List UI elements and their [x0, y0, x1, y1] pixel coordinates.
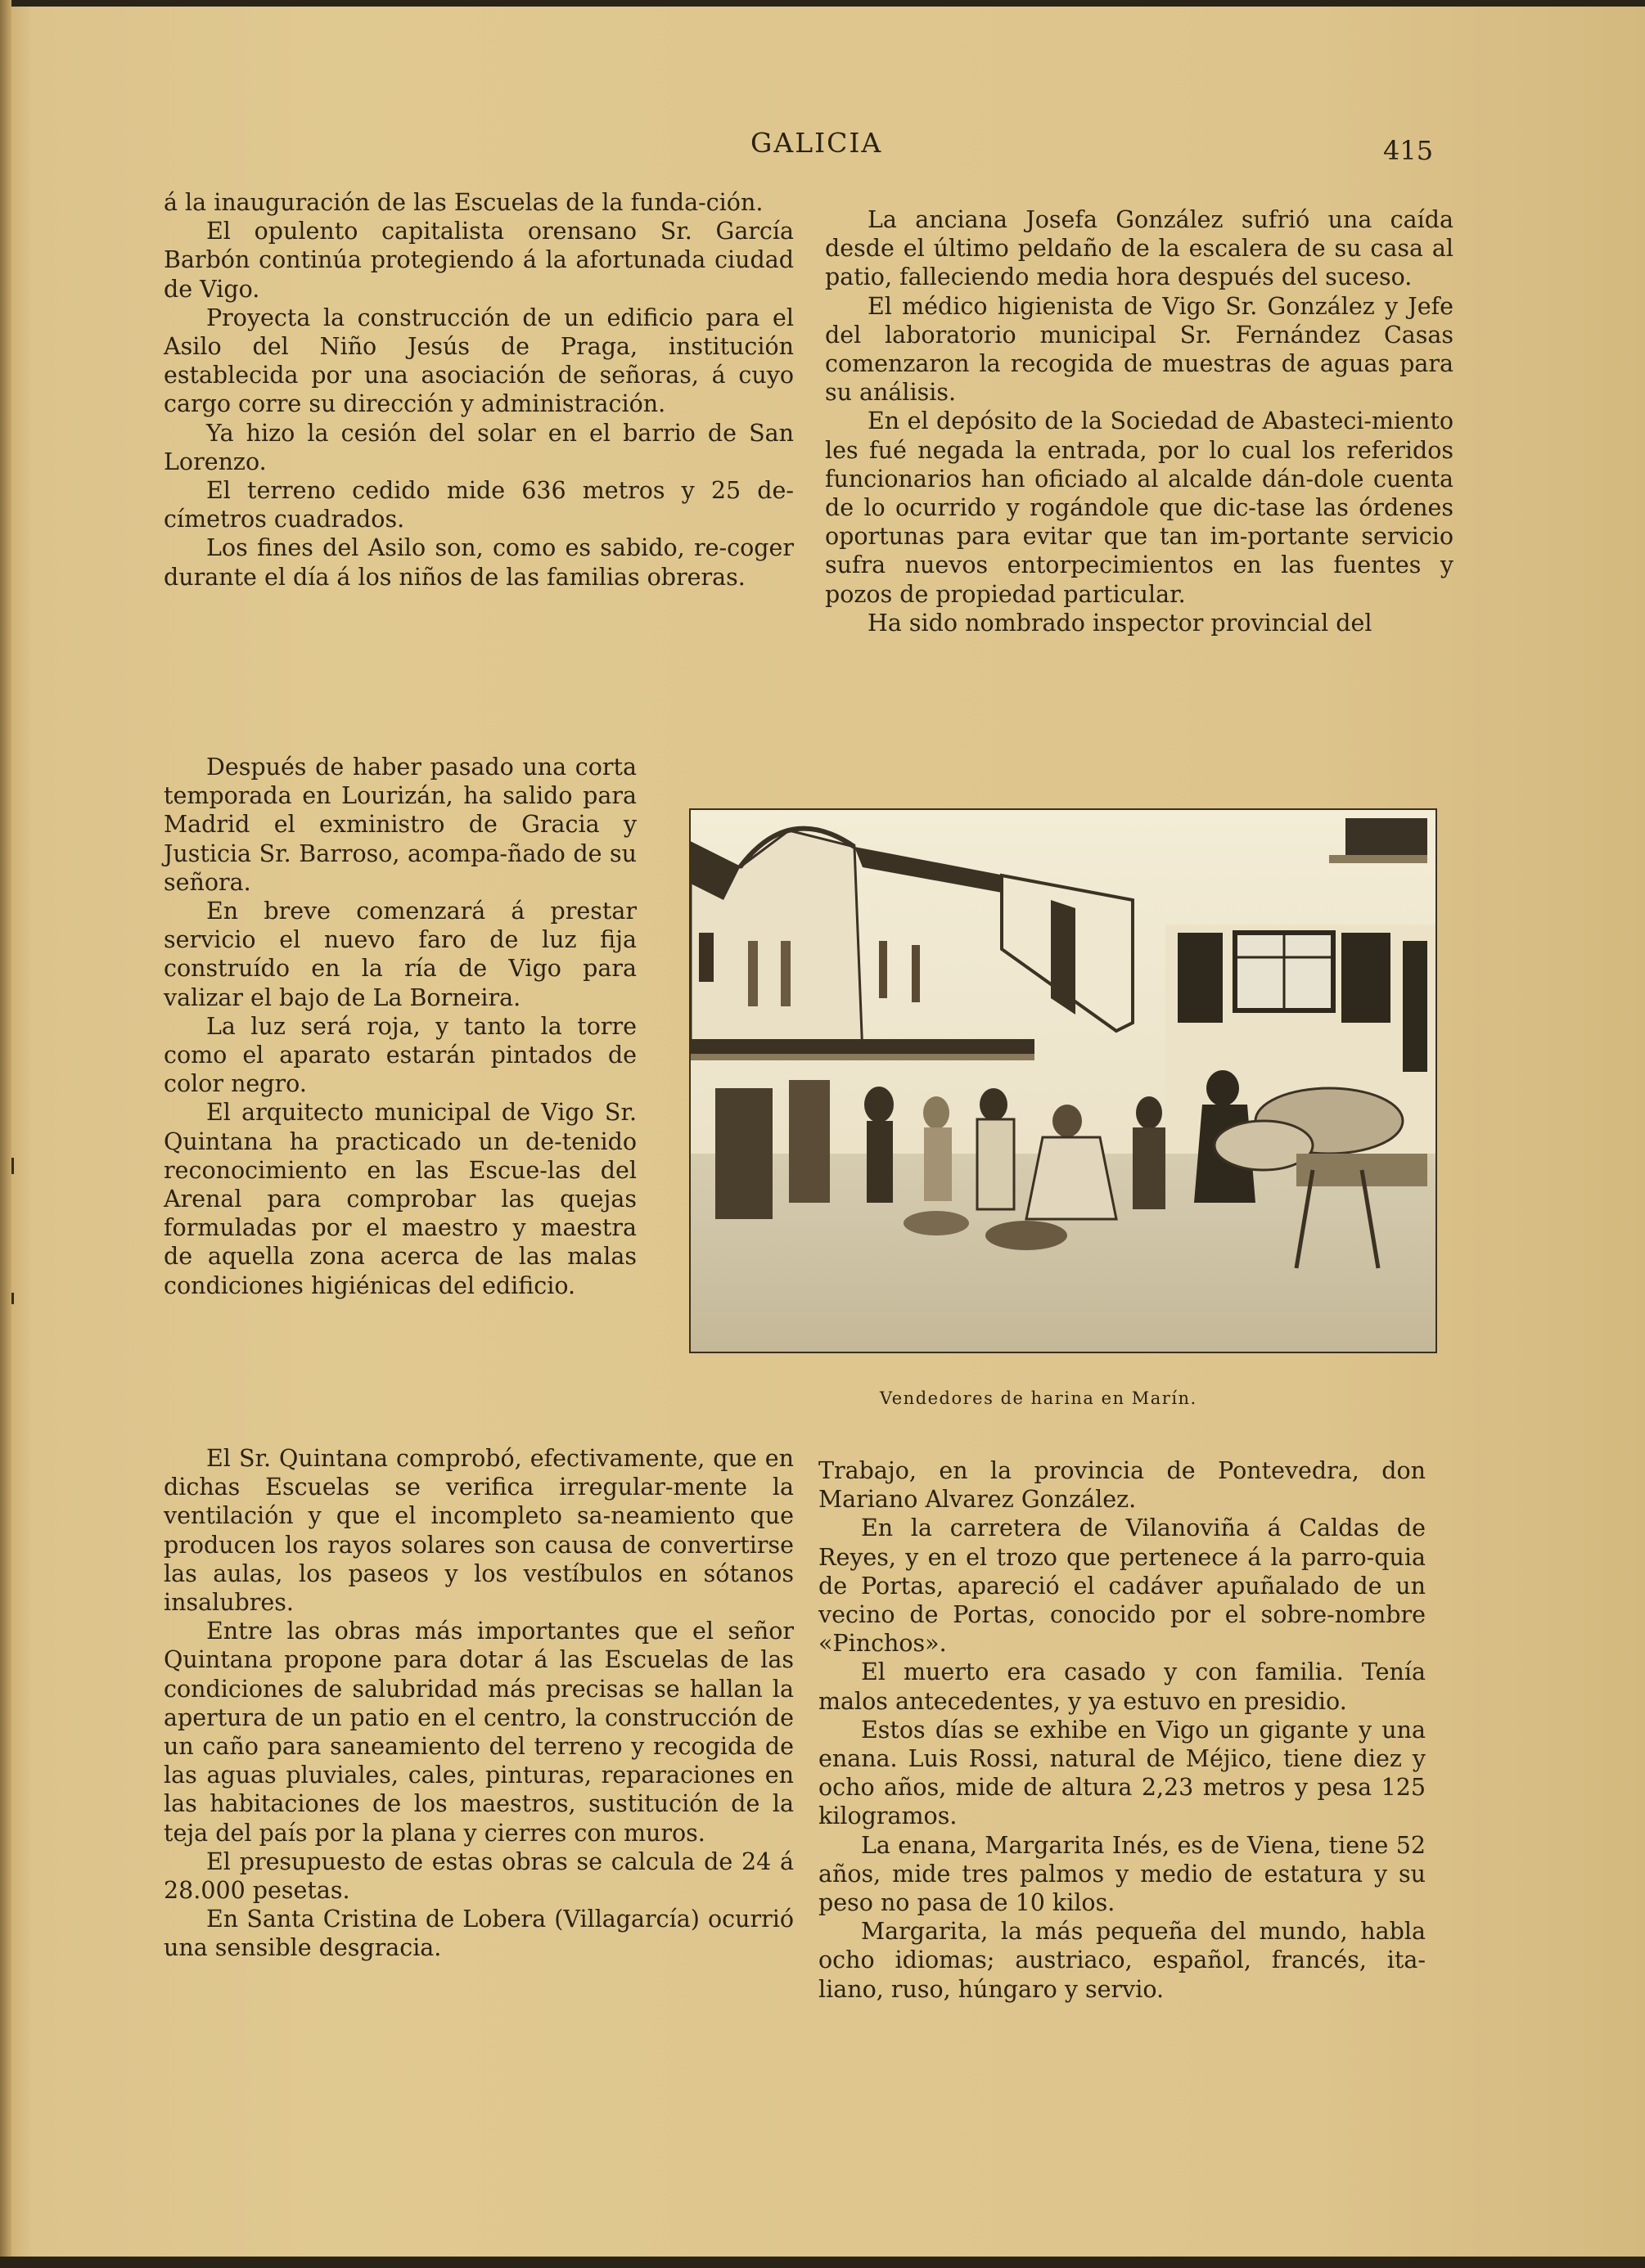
- paragraph: En la carretera de Vilanoviña á Caldas de Reyes, y en el trozo que pertenece á la parro-quia de Portas, apareció el cadáver apuñalado de un vecino de Portas, conocido por el sobre-nombre «Pinchos».: [818, 1514, 1426, 1658]
- paragraph: En breve comenzará á prestar servicio el nuevo faro de luz fija construído en la ría de Vigo para valizar el bajo de La Borneira.: [164, 898, 637, 1011]
- paragraph: El arquitecto municipal de Vigo Sr. Quintana ha practicado un de-tenido reconocimiento en las Escue-las del Arenal para comprobar las quejas formuladas por el maestro y maestra de aquella zona acerca de las malas condiciones higiénicas del edificio.: [164, 1099, 637, 1299]
- paragraph: El médico higienista de Vigo Sr. González y Jefe del laboratorio municipal Sr. Fernández Casas comenzaron la recogida de muestras de aguas para su análisis.: [825, 292, 1453, 407]
- paragraph: En Santa Cristina de Lobera (Villagarcía) ocurrió una sensible desgracia.: [164, 1906, 794, 1962]
- right-column-bottom: [818, 1456, 1426, 2004]
- left-column-bottom: [164, 1444, 794, 1963]
- paragraph: El muerto era casado y con familia. Tenía malos antecedentes, y ya estuvo en presidio.: [818, 1658, 1426, 1715]
- paragraph: Margarita, la más pequeña del mundo, habla ocho idiomas; austriaco, español, francés, ita-liano, ruso, húngaro y servio.: [818, 1918, 1426, 2003]
- paragraph: La luz será roja, y tanto la torre como el aparato estarán pintados de color negro.: [164, 1012, 637, 1098]
- paragraph: El presupuesto de estas obras se calcula de 24 á 28.000 pesetas.: [164, 1847, 794, 1905]
- page-number: 415: [1383, 135, 1434, 166]
- photograph: [689, 808, 1437, 1353]
- page-binding-edge: [0, 0, 11, 2268]
- paragraph: Estos días se exhibe en Vigo un gigante y una enana. Luis Rossi, natural de Méjico, tiene diez y ocho años, mide de altura 2,23 metros y pesa 125 kilogramos.: [818, 1716, 1426, 1830]
- paragraph: La enana, Margarita Inés, es de Viena, tiene 52 años, mide tres palmos y medio de estatura y su peso no pasa de 10 kilos.: [818, 1831, 1426, 1917]
- running-header: GALICIA: [750, 127, 883, 159]
- paragraph: Después de haber pasado una corta temporada en Lourizán, ha salido para Madrid el exministro de Gracia y Justicia Sr. Barroso, acompa-ñado de su señora.: [164, 754, 637, 896]
- paragraph: Trabajo, en la provincia de Pontevedra, don Mariano Alvarez González.: [818, 1457, 1426, 1514]
- paragraph: En el depósito de la Sociedad de Abasteci-miento les fué negada la entrada, por lo cual los referidos funcionarios han oficiado al alcalde dán-dole cuenta de lo ocurrido y rogándole que dic-tase las órdenes oportunas para evitar que tan im-portante servicio sufra nuevos entorpecimientos en las fuentes y pozos de propiedad particular.: [825, 407, 1453, 608]
- paragraph: Proyecta la construcción de un edificio para el Asilo del Niño Jesús de Praga, institución establecida por una asociación de señoras, á cuyo cargo corre su dirección y administración.: [164, 304, 794, 418]
- paragraph: Ya hizo la cesión del solar en el barrio de San Lorenzo.: [164, 419, 794, 475]
- left-column-wrap: [164, 753, 637, 1300]
- margin-mark: [11, 1158, 14, 1174]
- paragraph: El Sr. Quintana comprobó, efectivamente, que en dichas Escuelas se verifica irregular-mente la ventilación y que el incompleto sa-neamiento que producen los rayos solares son causa de convertirse las aulas, los paseos y los vestíbulos en sótanos insalubres.: [164, 1445, 794, 1617]
- paragraph: á la inauguración de las Escuelas de la funda-ción.: [164, 189, 764, 216]
- left-column-top: [164, 188, 794, 592]
- paragraph: Entre las obras más importantes que el señor Quintana propone para dotar á las Escuelas de las condiciones de salubridad más precisas se hallan la apertura de un patio en el centro, la construcción de un caño para saneamiento del terreno y recogida de las aguas pluviales, cales, pinturas, reparaciones en las habitaciones de los maestros, sustitución de la teja del país por la plana y cierres con muros.: [164, 1618, 794, 1847]
- paragraph: Ha sido nombrado inspector provincial del: [868, 609, 1372, 637]
- photo-caption: Vendedores de harina en Marín.: [880, 1388, 1197, 1408]
- paragraph: Los fines del Asilo son, como es sabido, re-coger durante el día á los niños de las familias obreras.: [164, 534, 794, 591]
- scan-top-edge: [0, 0, 1645, 7]
- paragraph: La anciana Josefa González sufrió una caída desde el último peldaño de la escalera de su casa al patio, falleciendo media hora después del suceso.: [825, 206, 1453, 291]
- paragraph: El opulento capitalista orensano Sr. García Barbón continúa protegiendo á la afortunada ciudad de Vigo.: [164, 218, 794, 303]
- margin-mark: [11, 1293, 14, 1304]
- scan-bottom-edge: [0, 2257, 1645, 2268]
- paragraph: El terreno cedido mide 636 metros y 25 de-címetros cuadrados.: [164, 477, 794, 533]
- photo-illustration: [691, 810, 1435, 1352]
- right-column-top: [825, 205, 1453, 637]
